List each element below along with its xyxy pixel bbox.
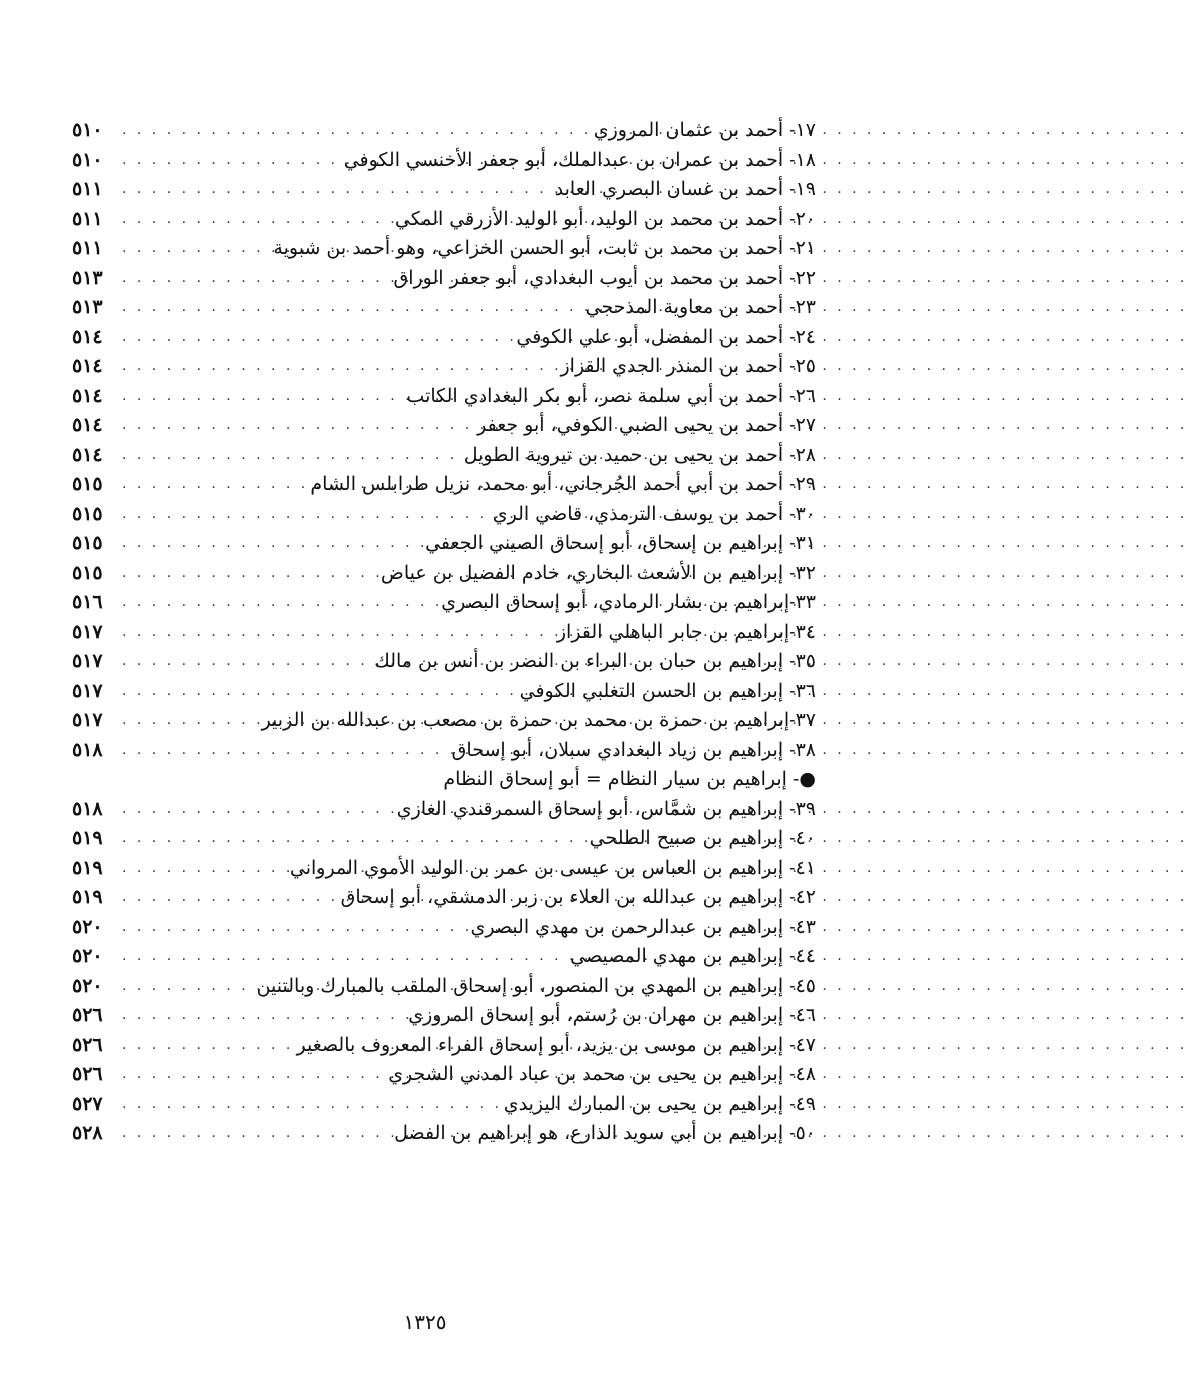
dot-leader <box>122 441 458 471</box>
toc-entry-title: ٢١- أحمد بن محمد بن ثابت، أبو الحسن الخزاعي، وهو أحمد بن شبوية <box>273 237 816 259</box>
toc-entry-title: ٢٢- أحمد بن محمد بن أيوب البغدادي، أبو جعفر الوراق <box>393 266 816 289</box>
dot-leader <box>122 382 400 412</box>
dot-leader <box>122 1119 388 1149</box>
toc-entry-title: ٣٤-إبراهيم بن جابر الباهلي القزاز <box>556 620 816 643</box>
toc-entry-title: ٣٨- إبراهيم بن زياد البغدادي سبلان، أبو إسحاق <box>451 738 816 761</box>
toc-entry-title: ٢٧- أحمد بن يحيى الضبي الكوفي، أبو جعفر <box>477 414 816 436</box>
dot-leader <box>122 411 471 441</box>
toc-entry <box>72 854 816 884</box>
toc-entry-title: ٥٠- إبراهيم بن أبي سويد الذارع، هو إبراهيم بن الفضل <box>394 1122 816 1144</box>
dot-leader <box>122 500 487 530</box>
toc-entry <box>72 1031 816 1061</box>
toc-entry-title: ٤٦- إبراهيم بن مهران بن رُستم، أبو إسحاق المروزي <box>408 1004 816 1026</box>
toc-entry-title: ٢٠- أحمد بن محمد بن الوليد، أبو الوليد الأزرقي المكي <box>394 207 816 230</box>
toc-entry-page: ٥٢٠ <box>72 974 103 997</box>
dot-leader <box>122 116 588 146</box>
page-number: ١٣٢٥ <box>403 1310 447 1334</box>
toc-entry <box>72 264 816 294</box>
dot-leader <box>122 795 391 825</box>
dot-leader <box>122 588 435 618</box>
toc-entry-title: ٣٥- إبراهيم بن حبان بن البراء بن النضر بن أنس بن مالك <box>374 650 816 672</box>
toc-entry-page: ٥١٩ <box>72 886 103 908</box>
toc-entry-page: ٥١٨ <box>72 738 103 761</box>
toc-entry-page: ٥١٥ <box>72 473 103 495</box>
toc-entry-page: ٥٢٦ <box>72 1004 103 1026</box>
dot-leader <box>122 618 551 648</box>
toc-entry-page: ٥٢٠ <box>72 915 103 938</box>
toc-entry-page: ٥١١ <box>72 237 103 259</box>
toc-entry <box>72 559 816 589</box>
toc-entry <box>72 470 816 500</box>
toc-entry-page: ٥١٠ <box>72 119 103 141</box>
toc-entry <box>72 175 816 205</box>
toc-entry <box>72 913 816 943</box>
toc-entry <box>72 1090 816 1120</box>
toc-entry-title: ٤٥- إبراهيم بن المهدي بن المنصور، أبو إسحاق الملقب بالمبارك وبالتنين <box>256 974 816 997</box>
toc-entry <box>72 234 816 264</box>
dot-leader <box>122 942 564 972</box>
toc-entry-page: ٥١٨ <box>72 797 103 820</box>
toc-entry-title: ٢٩- أحمد بن أبي أحمد الجُرجاني، أبو محمد، نزيل طرابلس الشام <box>310 473 816 495</box>
toc-entry <box>72 972 816 1002</box>
dot-leader <box>122 1090 498 1120</box>
toc-entry <box>72 618 816 648</box>
toc-entry-title: ٢٥- أحمد بن المنذر الجدي القزاز <box>560 355 816 377</box>
dot-leader <box>122 913 464 943</box>
toc-entry <box>72 382 816 412</box>
toc-entry <box>72 352 816 382</box>
dot-leader <box>122 1001 402 1031</box>
toc-entry-page: ٥١١ <box>72 207 103 230</box>
dot-leader <box>122 559 375 589</box>
toc-entry <box>72 677 816 707</box>
dot-leader <box>122 293 580 323</box>
toc-entry-page: ٥١٩ <box>72 827 103 849</box>
toc-entry-title: ٣٢- إبراهيم بن الأشعث البخاري، خادم الفضيل بن عياض <box>380 561 816 584</box>
toc-entry <box>72 529 816 559</box>
dot-leader <box>122 677 514 707</box>
toc-entry-page: ٥١٤ <box>72 355 103 377</box>
toc-entry <box>72 205 816 235</box>
toc-entry-page: ٥١٣ <box>72 296 103 318</box>
toc-entry <box>72 441 816 471</box>
toc-entry-page: ٥١٥ <box>72 502 103 525</box>
toc-entry-page: ٥١٧ <box>72 709 103 731</box>
toc-entry <box>72 1119 816 1149</box>
toc-entry <box>72 116 816 146</box>
toc-entry-page: ٥٢٦ <box>72 1063 103 1085</box>
dot-leader <box>122 736 446 766</box>
toc-entry <box>72 323 816 353</box>
toc-entry-title: ●- إبراهيم بن سيار النظام = أبو إسحاق النظام <box>443 768 816 790</box>
dot-leader <box>122 824 584 854</box>
toc-entry-page: ٥١٦ <box>72 591 103 613</box>
toc-entry-title: ٤٩- إبراهيم بن يحيى بن المبارك اليزيدي <box>503 1092 816 1115</box>
toc-entry <box>72 1001 816 1031</box>
toc-entry <box>72 736 816 766</box>
dot-leader <box>122 175 549 205</box>
toc-entry-page: ٥١٧ <box>72 620 103 643</box>
toc-entry-page: ٥١٥ <box>72 532 103 554</box>
dot-leader <box>122 323 510 353</box>
toc-entry-title: ٢٣- أحمد بن معاوية المذحجي <box>585 296 816 318</box>
toc-entry-title: ٢٨- أحمد بن يحيى بن حميد بن تيروية الطويل <box>463 443 816 466</box>
toc-entry-page: ٥١٤ <box>72 443 103 466</box>
toc-entry-title: ٣٩- إبراهيم بن شمَّاس، أبو إسحاق السمرقندي الغازي <box>396 797 816 820</box>
toc-entry <box>72 883 816 913</box>
toc-entry <box>72 588 816 618</box>
table-of-contents <box>72 116 816 1149</box>
toc-entry-title: ٤٣- إبراهيم بن عبدالرحمن بن مهدي البصري <box>470 915 816 938</box>
toc-entry <box>72 824 816 854</box>
toc-entry-page: ٥٢٨ <box>72 1122 103 1144</box>
dot-leader <box>122 470 304 500</box>
toc-entry-page: ٥١٠ <box>72 148 103 171</box>
dot-leader <box>122 529 419 559</box>
toc-entry <box>72 1060 816 1090</box>
toc-entry-page: ٥١٤ <box>72 325 103 348</box>
dot-leader <box>122 234 267 264</box>
toc-entry <box>72 706 816 736</box>
toc-entry-page: ٥١٩ <box>72 856 103 879</box>
toc-entry-page: ٥١٧ <box>72 650 103 672</box>
toc-entry <box>72 795 816 825</box>
toc-entry <box>72 765 816 795</box>
toc-entry-title: ٤٢- إبراهيم بن عبدالله بن العلاء بن زبر الدمشقي، أبو إسحاق <box>340 886 816 908</box>
toc-entry <box>72 146 816 176</box>
toc-entry-title: ٤١- إبراهيم بن العباس بن عيسى بن عمر بن الوليد الأموي المرواني <box>289 856 816 879</box>
toc-entry <box>72 293 816 323</box>
toc-entry-page: ٥٢٧ <box>72 1092 103 1115</box>
dot-leader <box>122 352 554 382</box>
toc-entry-title: ٤٤- إبراهيم بن مهدي المصيصي <box>570 945 816 967</box>
toc-entry-page: ٥١٧ <box>72 679 103 702</box>
toc-entry <box>72 500 816 530</box>
toc-entry-title: ١٨- أحمد بن عمران بن عبدالملك، أبو جعفر الأخنسي الكوفي <box>343 148 816 171</box>
dot-leader <box>122 205 389 235</box>
toc-entry-title: ١٩- أحمد بن غسان البصري العابد <box>554 178 816 200</box>
toc-entry-page: ٥١٤ <box>72 414 103 436</box>
dot-leader <box>122 1031 291 1061</box>
toc-entry <box>72 647 816 677</box>
dot-leader <box>122 264 387 294</box>
dot-leader <box>122 854 284 884</box>
dot-leader <box>122 972 251 1002</box>
toc-entry-page: ٥١٤ <box>72 384 103 407</box>
toc-entry-title: ٤٠- إبراهيم بن صبيح الطلحي <box>589 827 816 849</box>
toc-entry-title: ٣٧-إبراهيم بن حمزة بن محمد بن حمزة بن مصعب بن عبدالله بن الزبير <box>261 709 816 731</box>
toc-entry-page: ٥٢٠ <box>72 945 103 967</box>
toc-entry-title: ٣٣-إبراهيم بن بشار الرمادي، أبو إسحاق البصري <box>441 591 816 613</box>
dot-leader <box>122 883 335 913</box>
toc-entry <box>72 942 816 972</box>
dot-leader <box>122 647 368 677</box>
toc-entry <box>72 411 816 441</box>
dot-leader <box>122 706 256 736</box>
toc-entry-title: ٣١- إبراهيم بن إسحاق، أبو إسحاق الصيني الجعفي <box>425 532 816 554</box>
toc-entry-title: ٤٨- إبراهيم بن يحيى بن محمد بن عباد المدني الشجري <box>388 1063 816 1085</box>
toc-entry-page: ٥١٥ <box>72 561 103 584</box>
toc-entry-title: ٣٦- إبراهيم بن الحسن التغلبي الكوفي <box>519 679 816 702</box>
toc-entry-title: ١٧- أحمد بن عثمان المروزي <box>593 119 816 141</box>
toc-entry-title: ٣٠- أحمد بن يوسف الترمذي، قاضي الري <box>492 502 816 525</box>
toc-entry-title: ٤٧- إبراهيم بن موسى بن يزيد، أبو إسحاق الفراء المعروف بالصغير <box>296 1033 816 1056</box>
toc-entry-page: ٥١١ <box>72 178 103 200</box>
dot-leader <box>122 1060 382 1090</box>
toc-entry-page: ٥٢٦ <box>72 1033 103 1056</box>
toc-entry-page: ٥١٣ <box>72 266 103 289</box>
dot-leader <box>122 146 338 176</box>
toc-entry-title: ٢٤- أحمد بن المفضل، أبو علي الكوفي <box>516 325 816 348</box>
toc-entry-title: ٢٦- أحمد بن أبي سلمة نصر، أبو بكر البغدادي الكاتب <box>406 384 816 407</box>
